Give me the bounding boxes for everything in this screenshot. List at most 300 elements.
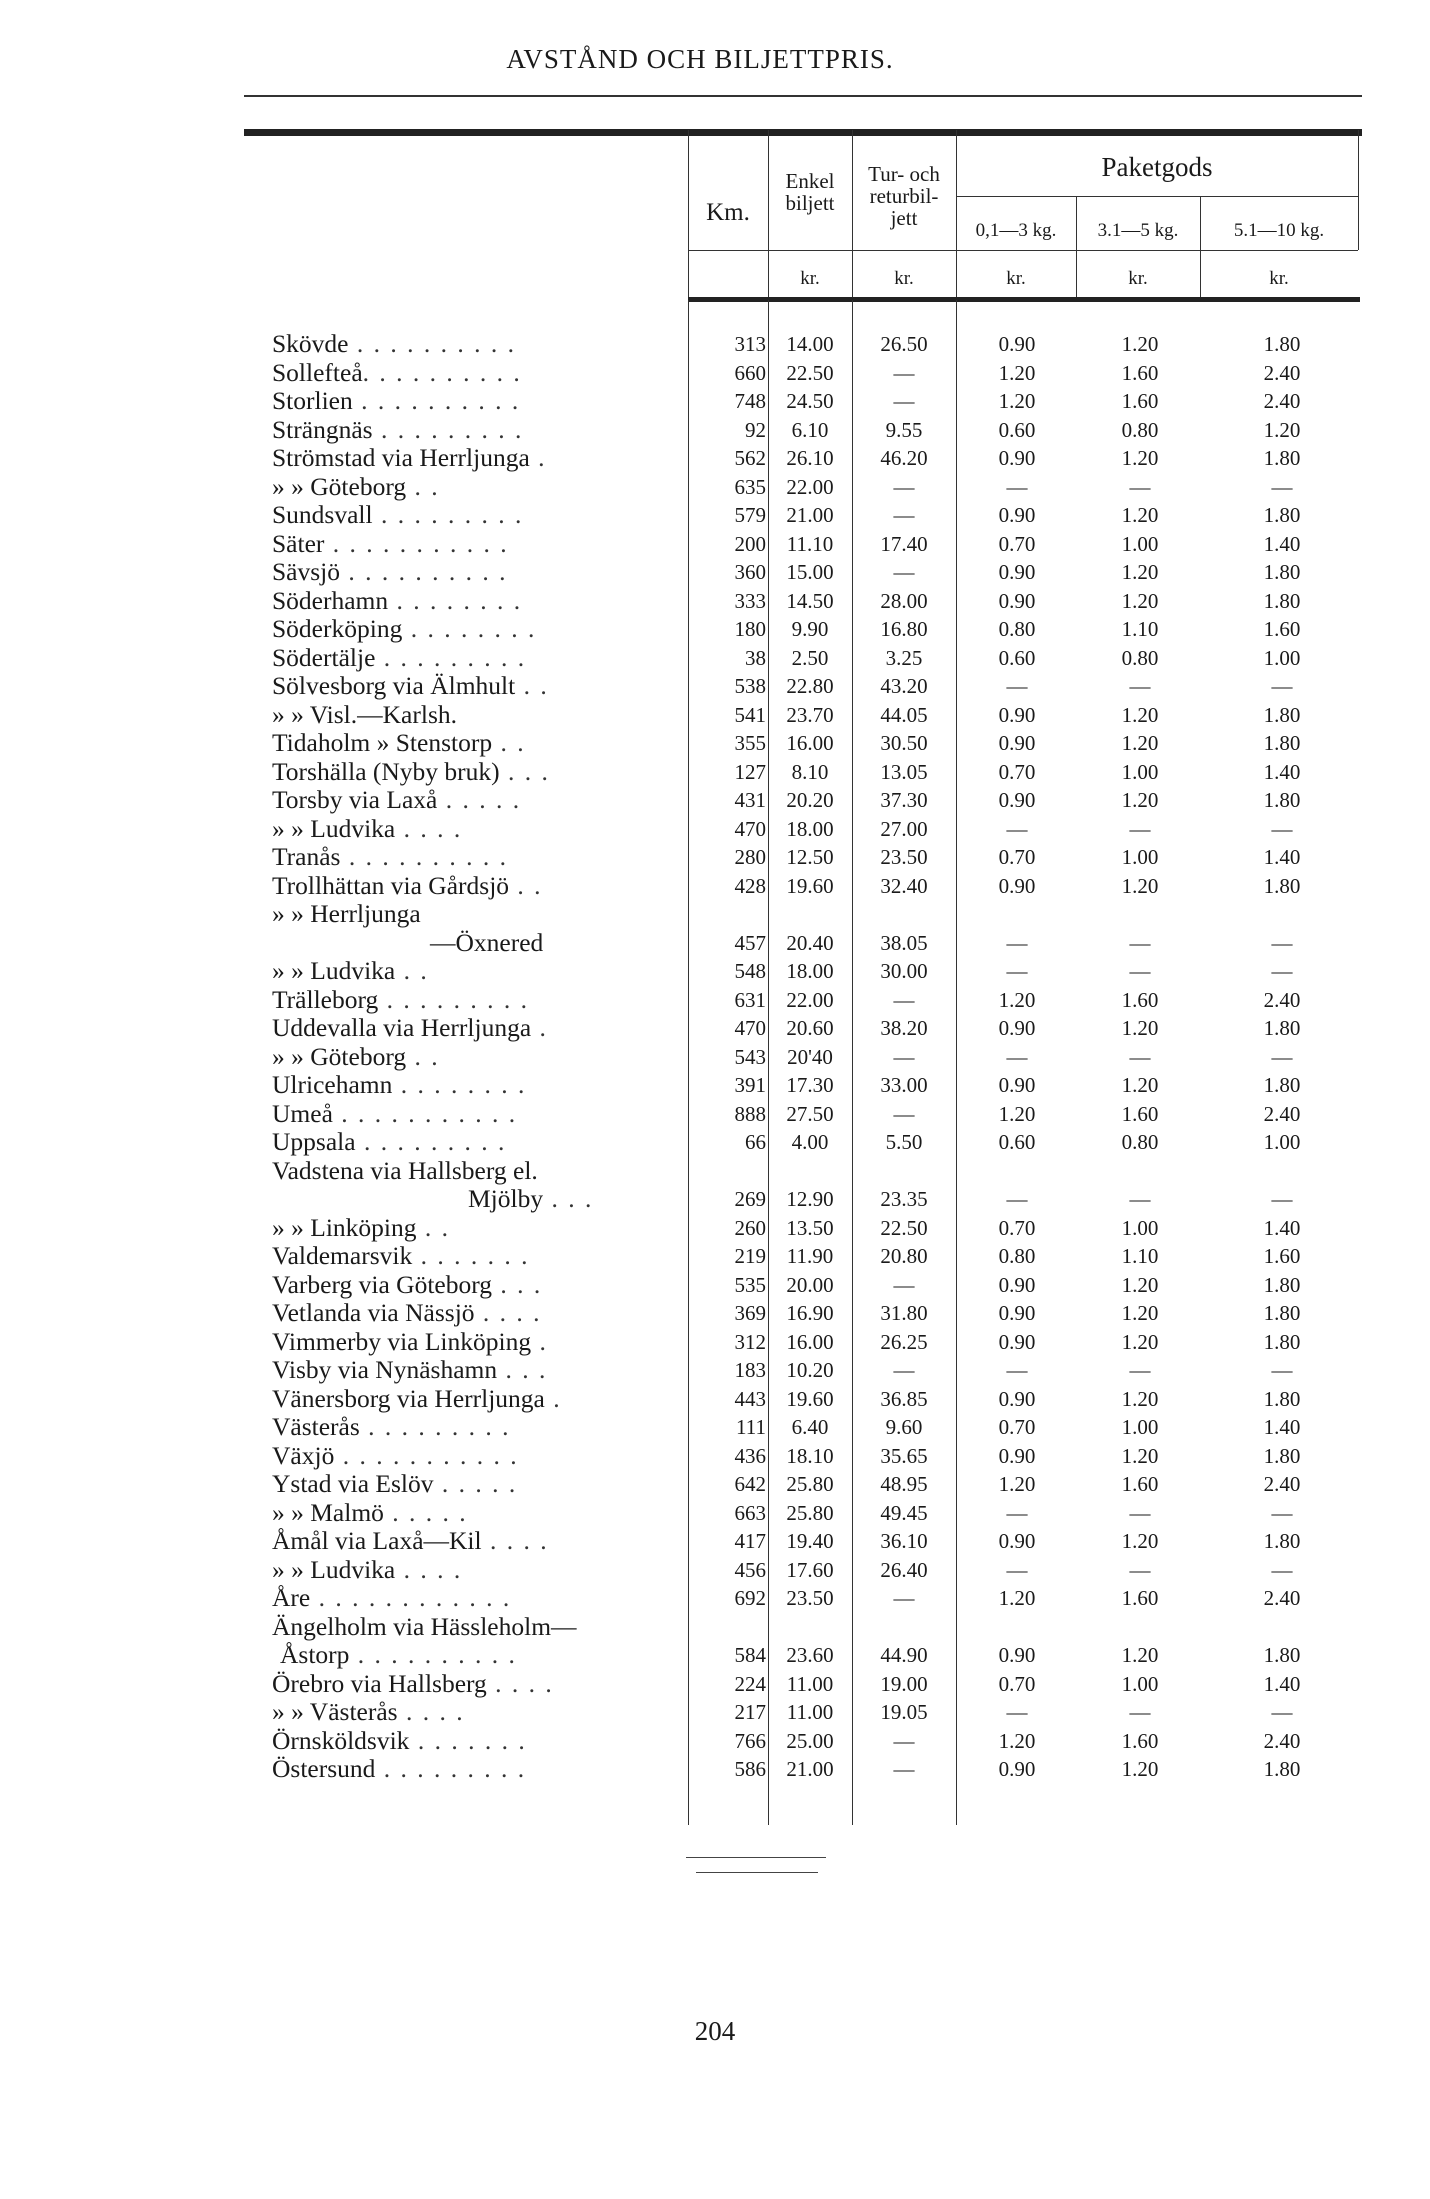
dot-leader: . . bbox=[509, 870, 543, 900]
parcel-0-3kg: — bbox=[1006, 1187, 1028, 1211]
parcel-0-3kg: 0.90 bbox=[998, 1272, 1036, 1297]
table-row bbox=[0, 330, 1400, 359]
destination-name bbox=[272, 387, 682, 416]
table-row bbox=[0, 1670, 1400, 1699]
parcel-3-5kg: 1.20 bbox=[1121, 332, 1159, 356]
distance-km: 333 bbox=[734, 588, 766, 613]
parcel-5-10kg: — bbox=[1271, 930, 1293, 955]
destination-name bbox=[272, 1356, 682, 1385]
destination-name bbox=[272, 1100, 682, 1129]
destination-name bbox=[272, 1328, 682, 1357]
parcel-3-5kg: 1.60 bbox=[1121, 389, 1159, 413]
col-enkel-line-2: biljett bbox=[785, 191, 835, 215]
destination-name-text: Söderhamn bbox=[272, 585, 389, 615]
destination-name-text: Ystad via Eslöv bbox=[272, 1469, 434, 1498]
parcel-3-5kg: 1.00 bbox=[1121, 1671, 1159, 1696]
parcel-0-3kg: 1.20 bbox=[998, 1728, 1036, 1753]
table-row bbox=[0, 986, 1400, 1015]
destination-name-text: Varberg via Göteborg bbox=[272, 1269, 492, 1299]
table-row bbox=[0, 701, 1400, 730]
parcel-0-3kg: 0.90 bbox=[998, 503, 1036, 527]
table-row bbox=[0, 1071, 1400, 1100]
parcel-5-10kg: 1.60 bbox=[1263, 1244, 1301, 1268]
distance-km: 224 bbox=[734, 1671, 766, 1696]
parcel-0-3kg: 0.90 bbox=[998, 1757, 1036, 1781]
parcel-0-3kg: 0.90 bbox=[998, 1301, 1036, 1325]
fare-return: 19.05 bbox=[880, 1700, 928, 1724]
destination-name-text: Vetlanda via Nässjö bbox=[272, 1298, 475, 1327]
parcel-5-10kg: 1.80 bbox=[1263, 503, 1301, 527]
table-row bbox=[0, 1299, 1400, 1328]
parcel-5-10kg: — bbox=[1271, 1358, 1293, 1382]
destination-name bbox=[272, 558, 682, 587]
parcel-5-10kg: 1.40 bbox=[1263, 845, 1301, 869]
destination-name bbox=[272, 330, 682, 359]
fare-return: 38.20 bbox=[880, 1016, 928, 1040]
col-paket-sub-1: 0,1—3 kg. bbox=[975, 220, 1057, 241]
distance-km: 543 bbox=[734, 1044, 766, 1069]
dot-leader: . . . . . . . . . . bbox=[340, 842, 508, 871]
dot-leader: . . . . . . . bbox=[409, 1725, 527, 1755]
fare-single: 22.80 bbox=[786, 674, 834, 698]
parcel-3-5kg: 1.20 bbox=[1121, 1386, 1159, 1411]
destination-name bbox=[272, 899, 682, 958]
parcel-5-10kg: — bbox=[1271, 1500, 1293, 1525]
table-row bbox=[0, 957, 1400, 986]
fare-single: 4.00 bbox=[791, 1130, 829, 1154]
parcel-5-10kg: 2.40 bbox=[1263, 389, 1301, 413]
table-row bbox=[0, 729, 1400, 758]
fare-single: 20.60 bbox=[786, 1016, 834, 1040]
parcel-5-10kg: 1.80 bbox=[1263, 1016, 1301, 1040]
destination-name-text: Sollefteå bbox=[272, 357, 363, 387]
parcel-0-3kg: 0.70 bbox=[998, 759, 1036, 784]
dot-leader: . . . . . bbox=[433, 1469, 518, 1498]
parcel-3-5kg: 1.20 bbox=[1121, 702, 1159, 727]
dot-leader: . bbox=[531, 1013, 548, 1042]
destination-name-text: » » Göteborg bbox=[272, 1041, 407, 1071]
table-row bbox=[0, 644, 1400, 673]
distance-km: 562 bbox=[734, 446, 766, 470]
col-paket-header: Paketgods bbox=[1101, 152, 1213, 182]
fare-single: 8.10 bbox=[791, 759, 829, 784]
dot-leader: . . . bbox=[492, 1269, 543, 1299]
parcel-0-3kg: — bbox=[1006, 816, 1028, 841]
parcel-0-3kg: 0.70 bbox=[998, 1215, 1036, 1240]
destination-name bbox=[272, 1299, 682, 1328]
parcel-0-3kg: 1.20 bbox=[998, 987, 1036, 1012]
dot-leader: . . . . . . . . . . bbox=[352, 386, 521, 415]
fare-return: 3.25 bbox=[885, 645, 923, 670]
destination-name bbox=[272, 1584, 682, 1613]
table-row bbox=[0, 359, 1400, 388]
distance-km: 280 bbox=[734, 845, 766, 869]
fare-return: — bbox=[893, 474, 915, 499]
table-row bbox=[0, 1043, 1400, 1072]
parcel-3-5kg: 1.10 bbox=[1121, 617, 1159, 641]
fare-return: 38.05 bbox=[880, 930, 928, 955]
fare-single: 25.80 bbox=[786, 1500, 834, 1525]
parcel-3-5kg: — bbox=[1129, 816, 1151, 841]
distance-km: 219 bbox=[734, 1244, 766, 1268]
fare-return: — bbox=[893, 1586, 915, 1610]
fare-single: 11.00 bbox=[786, 1671, 834, 1696]
fare-single: 22.50 bbox=[786, 360, 834, 385]
col-tur-line-1: Tur- och bbox=[868, 162, 940, 186]
header-bottom-rule bbox=[688, 297, 1360, 302]
unit-enkel: kr. bbox=[800, 268, 820, 289]
parcel-0-3kg: 1.20 bbox=[998, 360, 1036, 385]
fare-single: 9.90 bbox=[791, 617, 829, 641]
destination-name bbox=[272, 1670, 682, 1699]
destination-name bbox=[272, 1527, 682, 1556]
fare-return: 9.60 bbox=[885, 1415, 923, 1439]
destination-name bbox=[272, 644, 682, 673]
destination-name-text: Trälleborg bbox=[272, 984, 379, 1014]
fare-single: 21.00 bbox=[786, 503, 834, 527]
dot-leader: . . . bbox=[499, 756, 550, 786]
distance-km: 663 bbox=[734, 1500, 766, 1525]
destination-name-text: Sölvesborg via Älmhult bbox=[272, 671, 516, 700]
destination-name bbox=[272, 986, 682, 1015]
destination-name-text: Åre bbox=[272, 1583, 311, 1612]
fare-single: 19.60 bbox=[786, 1386, 834, 1411]
destination-name bbox=[272, 359, 682, 388]
destination-name-text: Strängnäs bbox=[272, 414, 373, 444]
destination-name-text: Östersund bbox=[272, 1754, 376, 1783]
parcel-3-5kg: 1.00 bbox=[1121, 1215, 1159, 1240]
fare-return: 23.35 bbox=[880, 1187, 928, 1211]
parcel-3-5kg: 1.20 bbox=[1121, 1757, 1159, 1781]
parcel-3-5kg: 1.20 bbox=[1121, 503, 1159, 527]
dot-leader: . . . . . . . . . bbox=[372, 414, 524, 444]
fare-return: 48.95 bbox=[880, 1472, 928, 1496]
fare-single: 24.50 bbox=[786, 389, 834, 413]
parcel-5-10kg: 1.80 bbox=[1263, 1386, 1301, 1411]
parcel-0-3kg: 0.90 bbox=[998, 788, 1036, 812]
distance-km: 183 bbox=[734, 1358, 766, 1382]
parcel-0-3kg: 0.90 bbox=[998, 873, 1036, 898]
parcel-0-3kg: 0.90 bbox=[998, 1529, 1036, 1553]
parcel-0-3kg: 0.90 bbox=[998, 731, 1036, 755]
parcel-5-10kg: 1.80 bbox=[1263, 1329, 1301, 1354]
fare-return: — bbox=[893, 1728, 915, 1753]
parcel-3-5kg: 1.00 bbox=[1121, 531, 1159, 556]
distance-km: 200 bbox=[734, 531, 766, 556]
table-row bbox=[0, 1698, 1400, 1727]
destination-name bbox=[272, 1698, 682, 1727]
fare-return: 28.00 bbox=[880, 588, 928, 613]
parcel-3-5kg: 1.20 bbox=[1121, 446, 1159, 470]
parcel-0-3kg: — bbox=[1006, 959, 1028, 983]
destination-name-text: Åmål via Laxå—Kil bbox=[272, 1526, 482, 1555]
fare-return: 37.30 bbox=[880, 788, 928, 812]
parcel-3-5kg: 1.60 bbox=[1121, 360, 1159, 385]
parcel-3-5kg: 1.20 bbox=[1121, 1073, 1159, 1097]
destination-name-text: Vänersborg via Herrljunga bbox=[272, 1383, 545, 1413]
distance-km: 642 bbox=[734, 1472, 766, 1496]
destination-name-text: Trollhättan via Gårdsjö bbox=[272, 870, 510, 900]
parcel-5-10kg: 1.80 bbox=[1263, 446, 1301, 470]
distance-km: 586 bbox=[734, 1757, 766, 1781]
parcel-3-5kg: — bbox=[1129, 1700, 1151, 1724]
dot-leader: . . . . . . . . . bbox=[378, 984, 530, 1014]
fare-return: 36.85 bbox=[880, 1386, 928, 1411]
col-enkel-header bbox=[768, 170, 852, 214]
parcel-0-3kg: 1.20 bbox=[998, 1586, 1036, 1610]
parcel-3-5kg: 1.20 bbox=[1121, 1643, 1159, 1667]
fare-single: 22.00 bbox=[786, 474, 834, 499]
fare-single: 16.00 bbox=[786, 1329, 834, 1354]
parcel-5-10kg: 1.80 bbox=[1263, 731, 1301, 755]
parcel-3-5kg: 1.20 bbox=[1121, 560, 1159, 584]
dot-leader: . . . . . . . . . . . bbox=[324, 528, 509, 558]
parcel-3-5kg: — bbox=[1129, 1358, 1151, 1382]
destination-name-text: Uddevalla via Herrljunga bbox=[272, 1013, 532, 1042]
distance-km: 635 bbox=[734, 474, 766, 499]
parcel-3-5kg: 1.00 bbox=[1121, 845, 1159, 869]
parcel-0-3kg: 0.90 bbox=[998, 1443, 1036, 1468]
fare-single: 20.00 bbox=[786, 1272, 834, 1297]
parcel-3-5kg: 0.80 bbox=[1121, 417, 1159, 442]
destination-name-text: Örebro via Hallsberg bbox=[272, 1668, 487, 1698]
parcel-3-5kg: — bbox=[1129, 1187, 1151, 1211]
parcel-5-10kg: 1.80 bbox=[1263, 1529, 1301, 1553]
fare-single: 11.90 bbox=[786, 1244, 834, 1268]
dot-leader: . . bbox=[406, 471, 440, 501]
destination-name-line-1: » » Herrljunga bbox=[272, 899, 421, 928]
col-paket-sub-3: 5.1—10 kg. bbox=[1233, 220, 1325, 241]
destination-name bbox=[272, 1271, 682, 1300]
distance-km: 428 bbox=[734, 873, 766, 898]
fare-return: 32.40 bbox=[880, 873, 928, 898]
parcel-0-3kg: 0.90 bbox=[998, 1643, 1036, 1667]
fare-single: 14.00 bbox=[786, 332, 834, 356]
destination-name-text: Uppsala bbox=[272, 1127, 356, 1156]
distance-km: 360 bbox=[734, 560, 766, 584]
destination-name bbox=[272, 872, 682, 901]
page-number: 204 bbox=[694, 2016, 736, 2046]
parcel-5-10kg: 1.80 bbox=[1263, 1757, 1301, 1781]
table-row bbox=[0, 558, 1400, 587]
destination-name bbox=[272, 615, 682, 644]
dot-leader: . . . . . . . . . . bbox=[349, 1640, 517, 1669]
parcel-5-10kg: — bbox=[1271, 1187, 1293, 1211]
parcel-5-10kg: — bbox=[1271, 674, 1293, 698]
dot-leader: . . bbox=[515, 671, 549, 700]
destination-name-text: Vimmerby via Linköping bbox=[272, 1326, 532, 1356]
destination-name-text: Storlien bbox=[272, 386, 353, 415]
fare-return: 36.10 bbox=[880, 1529, 928, 1553]
destination-name bbox=[272, 815, 682, 844]
head-rule bbox=[244, 95, 1362, 97]
parcel-5-10kg: 2.40 bbox=[1263, 1472, 1301, 1496]
dot-leader: . . . . . . . . bbox=[388, 585, 523, 615]
dot-leader: . . . . . . . . . . bbox=[348, 329, 516, 358]
distance-km: 631 bbox=[734, 987, 766, 1012]
parcel-3-5kg: 1.00 bbox=[1121, 1415, 1159, 1439]
table-row bbox=[0, 1727, 1400, 1756]
fare-single: 26.10 bbox=[786, 446, 834, 470]
destination-name-text: » » Ludvika bbox=[272, 956, 396, 985]
dot-leader: . . . . . . . . . . bbox=[340, 557, 508, 586]
parcel-5-10kg: 2.40 bbox=[1263, 360, 1301, 385]
parcel-5-10kg: — bbox=[1271, 959, 1293, 983]
destination-name bbox=[272, 843, 682, 872]
parcel-3-5kg: 1.20 bbox=[1121, 1272, 1159, 1297]
parcel-0-3kg: 1.20 bbox=[998, 1101, 1036, 1126]
distance-km: 217 bbox=[734, 1700, 766, 1724]
fare-single: 25.80 bbox=[786, 1472, 834, 1496]
parcel-0-3kg: — bbox=[1006, 1700, 1028, 1724]
fare-single: 13.50 bbox=[786, 1215, 834, 1240]
parcel-0-3kg: — bbox=[1006, 1500, 1028, 1525]
parcel-0-3kg: 0.90 bbox=[998, 332, 1036, 356]
parcel-0-3kg: — bbox=[1006, 1044, 1028, 1069]
destination-name bbox=[272, 1385, 682, 1414]
parcel-0-3kg: 0.90 bbox=[998, 588, 1036, 613]
table-row bbox=[0, 1100, 1400, 1129]
table-row bbox=[0, 1755, 1400, 1784]
destination-name bbox=[272, 1413, 682, 1442]
distance-km: 456 bbox=[734, 1557, 766, 1582]
destination-name-line-2: Åstorp bbox=[280, 1640, 350, 1669]
parcel-5-10kg: 2.40 bbox=[1263, 1728, 1301, 1753]
destination-name bbox=[272, 473, 682, 502]
destination-name-text: Tidaholm » Stenstorp bbox=[272, 728, 493, 757]
distance-km: 313 bbox=[734, 332, 766, 356]
fare-single: 20'40 bbox=[787, 1044, 833, 1069]
distance-km: 541 bbox=[734, 702, 766, 727]
parcel-3-5kg: 1.20 bbox=[1121, 1329, 1159, 1354]
parcel-0-3kg: 0.70 bbox=[998, 531, 1036, 556]
fare-return: 22.50 bbox=[880, 1215, 928, 1240]
parcel-0-3kg: 0.90 bbox=[998, 1073, 1036, 1097]
parcel-0-3kg: — bbox=[1006, 930, 1028, 955]
parcel-3-5kg: — bbox=[1129, 674, 1151, 698]
parcel-5-10kg: 1.40 bbox=[1263, 1215, 1301, 1240]
destination-name-text: Örnsköldsvik bbox=[272, 1725, 410, 1755]
fare-single: 11.00 bbox=[786, 1700, 834, 1724]
fare-single: 19.40 bbox=[786, 1529, 834, 1553]
fare-return: 27.00 bbox=[880, 816, 928, 841]
col-tur-line-2: returbil- bbox=[869, 184, 939, 208]
fare-single: 23.70 bbox=[786, 702, 834, 727]
parcel-0-3kg: 0.70 bbox=[998, 1415, 1036, 1439]
parcel-0-3kg: 0.90 bbox=[998, 560, 1036, 584]
parcel-5-10kg: — bbox=[1271, 1044, 1293, 1069]
distance-km: 391 bbox=[734, 1073, 766, 1097]
destination-name bbox=[272, 729, 682, 758]
parcel-0-3kg: 0.60 bbox=[998, 417, 1036, 442]
parcel-0-3kg: 0.60 bbox=[998, 645, 1036, 670]
dot-leader: . . . . . . . . . bbox=[372, 500, 524, 529]
parcel-3-5kg: 0.80 bbox=[1121, 1130, 1159, 1154]
distance-km: 180 bbox=[734, 617, 766, 641]
divider-right bbox=[1358, 130, 1359, 250]
table-row bbox=[0, 672, 1400, 701]
dot-leader: . . . . bbox=[397, 1697, 465, 1726]
parcel-3-5kg: 1.20 bbox=[1121, 1301, 1159, 1325]
destination-name-line-2: Mjölby bbox=[468, 1184, 544, 1213]
fare-single: 14.50 bbox=[786, 588, 834, 613]
destination-name-text: Torshälla (Nyby bruk) bbox=[272, 756, 500, 786]
dot-leader: . . . . . bbox=[383, 1497, 468, 1527]
parcel-3-5kg: 1.60 bbox=[1121, 1586, 1159, 1610]
parcel-0-3kg: 0.70 bbox=[998, 845, 1036, 869]
parcel-5-10kg: 1.80 bbox=[1263, 788, 1301, 812]
parcel-3-5kg: 1.20 bbox=[1121, 1016, 1159, 1040]
running-head: AVSTÅND OCH BILJETTPRIS. bbox=[506, 44, 894, 74]
parcel-5-10kg: 1.80 bbox=[1263, 873, 1301, 898]
destination-name-text: Växjö bbox=[272, 1440, 335, 1470]
parcel-0-3kg: 0.80 bbox=[998, 617, 1036, 641]
table-row bbox=[0, 1128, 1400, 1157]
destination-name-text: » » Västerås bbox=[272, 1697, 398, 1726]
parcel-5-10kg: 1.80 bbox=[1263, 1073, 1301, 1097]
parcel-5-10kg: 1.00 bbox=[1263, 645, 1301, 670]
table-row bbox=[0, 815, 1400, 844]
foot-rule-2 bbox=[696, 1872, 818, 1873]
parcel-3-5kg: 1.60 bbox=[1121, 1472, 1159, 1496]
unit-rule bbox=[688, 250, 1358, 251]
destination-name-text: Västerås bbox=[272, 1412, 360, 1441]
table-row bbox=[0, 1556, 1400, 1585]
distance-km: 748 bbox=[734, 389, 766, 413]
parcel-3-5kg: — bbox=[1129, 474, 1151, 499]
destination-name-text: Sundsvall bbox=[272, 500, 373, 529]
dot-leader: . bbox=[529, 443, 547, 472]
fare-return: 30.50 bbox=[880, 731, 928, 755]
parcel-3-5kg: 1.20 bbox=[1121, 588, 1159, 613]
fare-return: 33.00 bbox=[880, 1073, 928, 1097]
distance-km: 66 bbox=[745, 1130, 766, 1154]
parcel-5-10kg: 1.80 bbox=[1263, 1301, 1301, 1325]
distance-km: 431 bbox=[734, 788, 766, 812]
table-row bbox=[0, 1470, 1400, 1499]
parcel-3-5kg: — bbox=[1129, 1500, 1151, 1525]
table-row bbox=[0, 1214, 1400, 1243]
dot-leader: . . . bbox=[497, 1355, 548, 1384]
fare-single: 12.90 bbox=[786, 1187, 834, 1211]
table-row bbox=[0, 501, 1400, 530]
fare-single: 27.50 bbox=[786, 1101, 834, 1126]
parcel-5-10kg: 1.80 bbox=[1263, 332, 1301, 356]
distance-km: 417 bbox=[734, 1529, 766, 1553]
destination-name bbox=[272, 1727, 682, 1756]
parcel-0-3kg: 0.60 bbox=[998, 1130, 1036, 1154]
distance-km: 269 bbox=[734, 1187, 766, 1211]
table-row bbox=[0, 615, 1400, 644]
parcel-0-3kg: 0.70 bbox=[998, 1671, 1036, 1696]
parcel-5-10kg: 1.80 bbox=[1263, 1443, 1301, 1468]
fare-single: 18.10 bbox=[786, 1443, 834, 1468]
destination-name bbox=[272, 587, 682, 616]
destination-name bbox=[272, 1128, 682, 1157]
distance-km: 369 bbox=[734, 1301, 766, 1325]
destination-name bbox=[272, 501, 682, 530]
distance-km: 127 bbox=[734, 759, 766, 784]
distance-km: 38 bbox=[745, 645, 766, 670]
fare-single: 23.60 bbox=[786, 1643, 834, 1667]
parcel-0-3kg: 0.90 bbox=[998, 446, 1036, 470]
parcel-5-10kg: 2.40 bbox=[1263, 1586, 1301, 1610]
parcel-0-3kg: 0.90 bbox=[998, 1329, 1036, 1354]
parcel-3-5kg: — bbox=[1129, 1557, 1151, 1582]
dot-leader: . . . . bbox=[395, 1554, 463, 1584]
dot-leader: . . . . . . . . . . . . bbox=[310, 1583, 512, 1612]
col-paket-sub-2: 3.1—5 kg. bbox=[1097, 220, 1179, 241]
